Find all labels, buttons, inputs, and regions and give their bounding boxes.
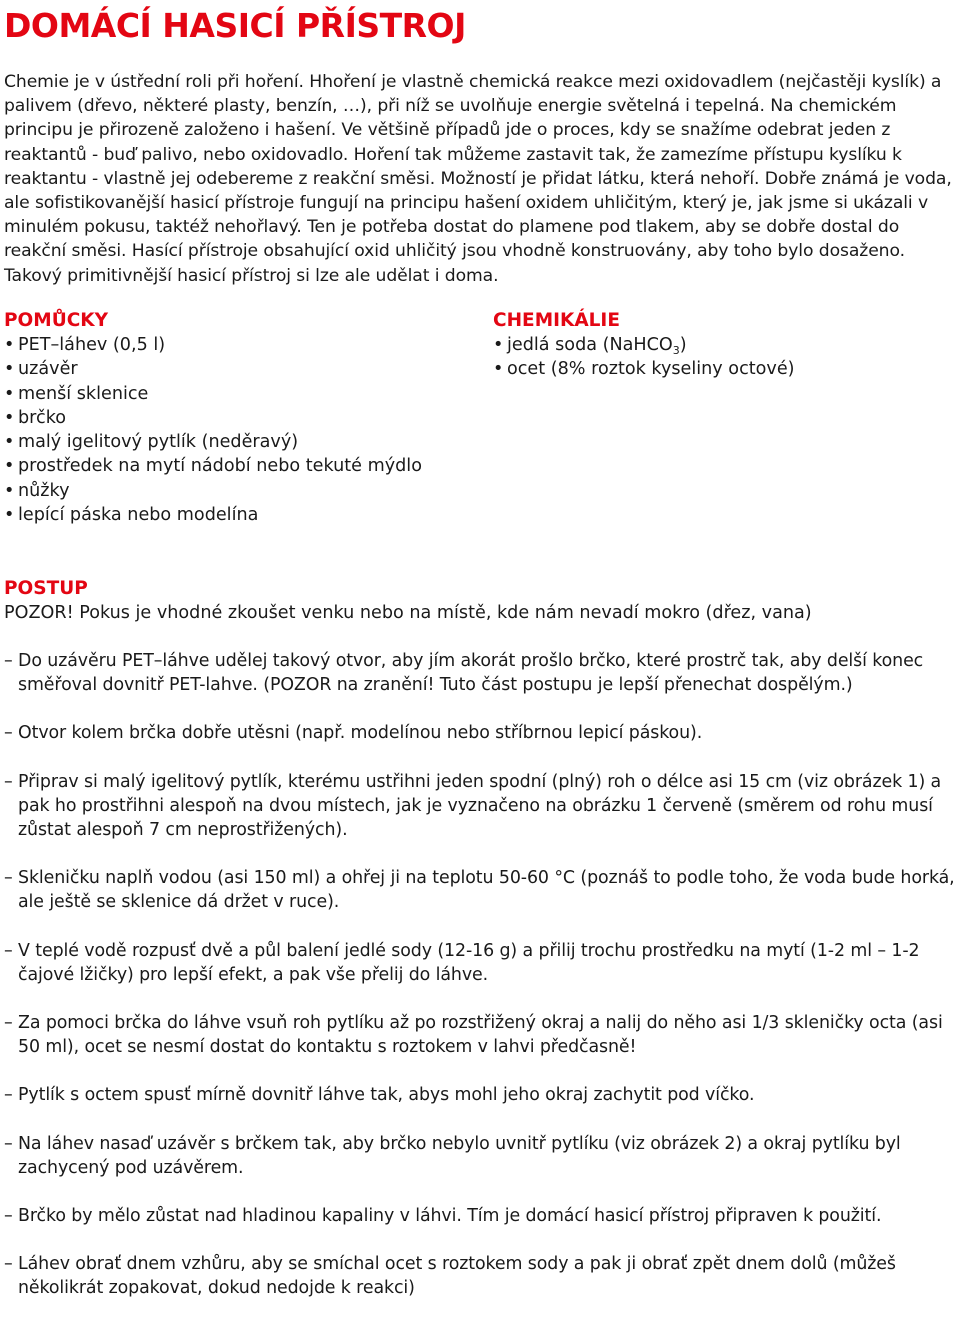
page-title: DOMÁCÍ HASICÍ PŘÍSTROJ <box>4 6 466 45</box>
steps-list <box>4 649 960 1325</box>
bullet-icon: • <box>4 407 15 428</box>
bullet-icon: • <box>4 456 15 477</box>
bullet-icon: • <box>493 359 504 380</box>
step-item: – Na láhev nasaď uzávěr s brčkem tak, aby brčko nebylo uvnitř pytlíku (viz obrázek 2) a okraj pytlíku byl zachycený pod uzávěrem. <box>4 1133 901 1178</box>
list-item: • menší sklenice <box>4 382 474 406</box>
list-item: • uzávěr <box>4 357 474 381</box>
chemikalie-section <box>493 309 953 382</box>
step-item: – Připrav si malý igelitový pytlík, kterému ustřihni jeden spodní (plný) roh o délce asi 15 cm (viz obrázek 1) a pak ho prostřihni alespoň na dvou místech, jak je vyznačeno na obrázku 1 červeně (směrem od rohu musí zůstat alespoň 7 cm neprostřižených). <box>4 771 942 841</box>
bullet-icon: • <box>4 335 15 355</box>
chemikalie-heading: CHEMIKÁLIE <box>493 310 620 331</box>
list-item: • nůžky <box>4 479 474 503</box>
bullet-icon: • <box>493 335 504 355</box>
intro-paragraph: Chemie je v ústřední roli při hoření. Hhoření je vlastně chemická reakce mezi oxidovadlem (nejčastěji kyslík) a palivem (dřevo, některé plasty, benzín, …), při níž se uvolňuje energie světelná i tepelná. Na chemickém principu je přirozeně založeno i hašení. Ve většině případů jde o proces, kdy se snažíme odebrat jeden z reaktantů - buď palivo, nebo oxidovadlo. Hoření tak můžeme zastavit tak, že zamezíme přístupu kyslíku k reaktantu - vlastně jej odebereme z reakční směsi. Možností je přidat látku, která nehoří. Dobře známá je voda, ale sofistikovanější hasicí přístroje fungují na principu hašení oxidem uhličitým, který je, jak jsme si ukázali v minulém pokusu, taktéž nehořlavý. Ten je potřeba dostat do plamene pod tlakem, aby se dobře dostal do reakční směsi. Hasící přístroje obsahující oxid uhličitý jsou vhodně konstruovány, aby toho bylo dosaženo. Takový primitivnější hasicí přístroj si lze ale udělat i doma. <box>4 72 952 286</box>
list-item: • malý igelitový pytlík (neděravý) <box>4 430 474 454</box>
bullet-icon: • <box>4 383 15 404</box>
warning-text: POZOR! Pokus je vhodné zkoušet venku nebo na místě, kde nám nevadí mokro (dřez, vana) <box>4 603 812 623</box>
step-item: – Otvor kolem brčka dobře utěsni (např. modelínou nebo stříbrnou lepicí páskou). <box>4 723 703 744</box>
step-item: – Pytlík s octem spusť mírně dovnitř láhve tak, abys mohl jeho okraj zachytit pod víčko. <box>4 1085 755 1106</box>
chemikalie-list <box>493 333 953 382</box>
list-item: • jedlá soda (NaHCO$_3$) <box>493 335 687 357</box>
list-item: • ocet (8% roztok kyseliny octové) <box>493 357 953 381</box>
pomucky-section <box>4 309 474 527</box>
bullet-icon: • <box>4 480 15 501</box>
list-item: • PET–láhev (0,5 l) <box>4 333 474 357</box>
postup-heading: POSTUP <box>4 578 88 599</box>
step-item: – Do uzávěru PET–láhve udělej takový otvor, aby jím akorát prošlo brčko, které prostrč tak, aby delší konec směřoval dovnitř PET-lahve. (POZOR na zranění! Tuto část postupu je lepší přenechat dospělým.) <box>4 651 924 696</box>
bullet-icon: • <box>4 359 15 380</box>
warning-label: POZOR! <box>4 603 74 623</box>
step-item: – Láhev obrať dnem vzhůru, aby se smíchal ocet s roztokem sody a pak ji obrať zpět dnem dolů (můžeš několikrát zopakovat, dokud nedojde k reakci) <box>4 1254 896 1299</box>
bullet-icon: • <box>4 505 15 526</box>
step-item: – V teplé vodě rozpusť dvě a půl balení jedlé sody (12-16 g) a přilij trochu prostředku na mytí (1-2 ml – 1-2 čajové lžičky) pro lepší efekt, a pak vše přelij do láhve. <box>4 940 920 985</box>
pomucky-list <box>4 333 474 527</box>
list-item: • prostředek na mytí nádobí nebo tekuté mýdlo <box>4 454 474 478</box>
list-item: • lepící páska nebo modelína <box>4 503 474 527</box>
step-item: – Brčko by mělo zůstat nad hladinou kapaliny v láhvi. Tím je domácí hasicí přístroj připraven k použití. <box>4 1206 882 1227</box>
pomucky-heading: POMŮCKY <box>4 310 109 331</box>
bullet-icon: • <box>4 432 15 453</box>
list-item: • brčko <box>4 406 474 430</box>
postup-section <box>4 577 960 625</box>
step-item: – Skleničku naplň vodou (asi 150 ml) a ohřej ji na teplotu 50-60 °C (poznáš to podle toho, že voda bude horká, ale ještě se sklenice dá držet v ruce). <box>4 868 955 913</box>
step-item: – Za pomoci brčka do láhve vsuň roh pytlíku až po rozstřižený okraj a nalij do něho asi 1/3 skleničky octa (asi 50 ml), ocet se nesmí dostat do kontaktu s roztokem v lahvi předčasně! <box>4 1013 943 1058</box>
